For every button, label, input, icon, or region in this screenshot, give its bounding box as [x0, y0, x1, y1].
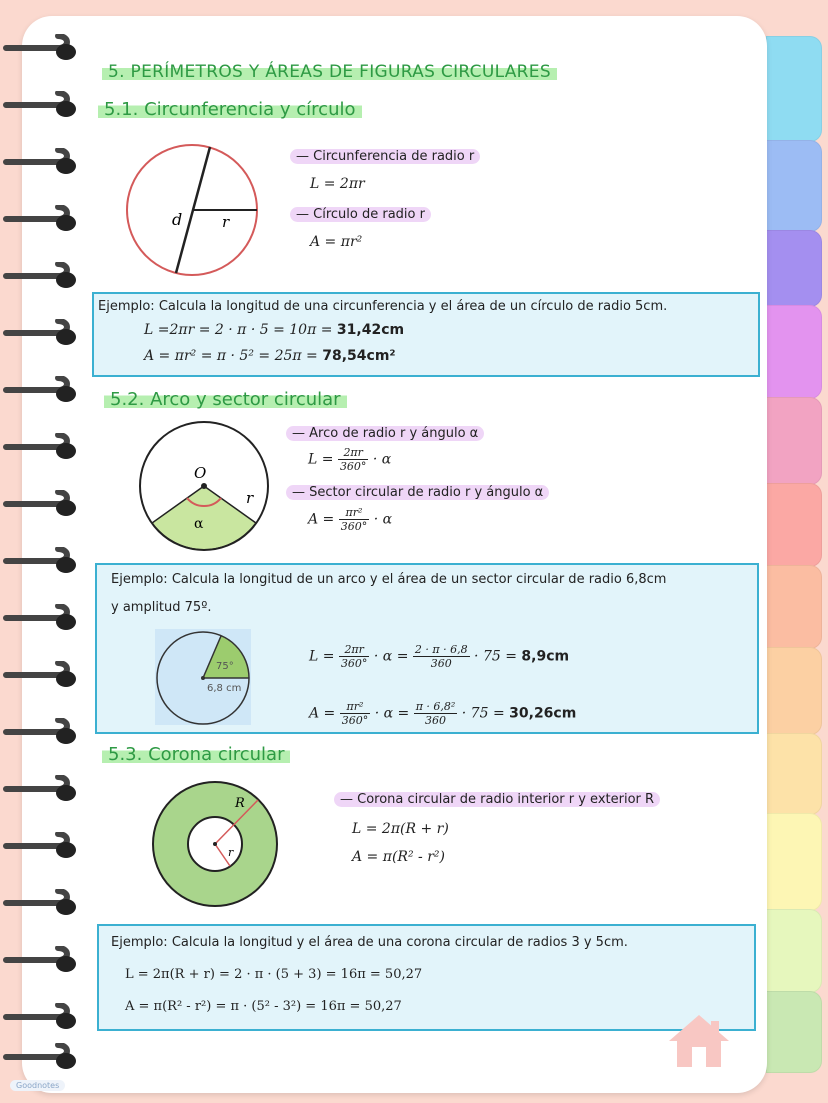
- sector-diagram: [132, 421, 282, 561]
- section3-item1: — Corona circular de radio interior r y exterior R: [334, 792, 660, 807]
- spiral-ring-icon: [0, 490, 80, 518]
- section2-item2: — Sector circular de radio r y ángulo α: [286, 485, 549, 500]
- annulus-area-formula: A = π(R² - r²): [352, 849, 445, 865]
- annulus-diagram: [150, 780, 285, 910]
- tab-1[interactable]: [766, 36, 822, 142]
- home-icon[interactable]: [665, 1011, 733, 1069]
- section1-heading: 5.1. Circunferencia y círculo: [98, 99, 362, 120]
- tab-10[interactable]: [766, 813, 822, 911]
- tab-5[interactable]: [766, 397, 822, 485]
- tab-7[interactable]: [766, 565, 822, 649]
- svg-text:r: r: [246, 489, 254, 507]
- notebook-page: [22, 16, 767, 1093]
- svg-text:R: R: [235, 796, 245, 811]
- spiral-ring-icon: [0, 718, 80, 746]
- example-box-1: [92, 292, 760, 377]
- example2-calc1: L = $\frac{2\pi r}{360^\circ}$ · α = $\frac{2 \cdot \pi \cdot 6,8}{360}$ · 75 = 8,9cm: [309, 643, 570, 670]
- example1-line1: L =2πr = 2 · π · 5 = 10π = 31,42cm: [144, 322, 405, 338]
- spiral-ring-icon: [0, 376, 80, 404]
- tab-6[interactable]: [766, 483, 822, 567]
- goodnotes-watermark: Goodnotes: [10, 1080, 65, 1091]
- tab-9[interactable]: [766, 733, 822, 815]
- spiral-ring-icon: [0, 547, 80, 575]
- svg-text:O: O: [194, 464, 207, 482]
- example3-line2: A = π(R² - r²) = π · (5² - 3²) = 16π = 50,27: [125, 999, 402, 1014]
- svg-text:d: d: [172, 210, 183, 229]
- page-title: 5. PERÍMETROS Y ÁREAS DE FIGURAS CIRCULARES: [102, 62, 557, 82]
- example1-line2: A = πr² = π · 5² = 25π = 78,54cm²: [144, 348, 396, 364]
- example-box-2: [95, 563, 759, 734]
- example3-line1: L = 2π(R + r) = 2 · π · (5 + 3) = 16π = 50,27: [125, 967, 423, 982]
- example3-text: Ejemplo: Calcula la longitud y el área de una corona circular de radios 3 y 5cm.: [111, 935, 628, 950]
- circle-area-formula: A = πr²: [310, 234, 363, 250]
- section2-heading: 5.2. Arco y sector circular: [104, 389, 347, 410]
- spiral-ring-icon: [0, 889, 80, 917]
- annulus-length-formula: L = 2π(R + r): [352, 821, 449, 837]
- tab-8[interactable]: [766, 647, 822, 735]
- example1-text: Ejemplo: Calcula la longitud de una circunferencia y el área de un círculo de radio 5cm.: [98, 299, 668, 314]
- spiral-ring-icon: [0, 148, 80, 176]
- arc-formula: L = $\frac{2\pi r}{360^\circ}$ · α: [308, 446, 392, 473]
- spiral-ring-icon: [0, 661, 80, 689]
- spiral-ring-icon: [0, 319, 80, 347]
- example2-line1: Ejemplo: Calcula la longitud de un arco y el área de un sector circular de radio 6,8cm: [111, 572, 667, 587]
- spiral-ring-icon: [0, 34, 80, 62]
- spiral-ring-icon: [0, 91, 80, 119]
- example2-calc2: A = $\frac{\text{πr²}}{360^\circ}$ · α = $\frac{\text{π · 6,8²}}{360}$ · 75 = 30,26cm: [309, 700, 577, 727]
- spiral-ring-icon: [0, 946, 80, 974]
- svg-text:α: α: [194, 516, 204, 532]
- svg-text:r: r: [222, 213, 230, 231]
- circle-diameter-diagram: [122, 141, 272, 281]
- circumference-formula: L = 2πr: [310, 176, 365, 192]
- tab-3[interactable]: [766, 230, 822, 307]
- spiral-ring-icon: [0, 775, 80, 803]
- spiral-ring-icon: [0, 262, 80, 290]
- sector-formula: A = $\frac{\text{πr²}}{360^\circ}$ · α: [308, 506, 393, 533]
- svg-text:r: r: [228, 846, 234, 859]
- sector-example-diagram: [155, 629, 251, 725]
- spiral-ring-icon: [0, 832, 80, 860]
- example-box-3: [97, 924, 756, 1031]
- tab-2[interactable]: [766, 140, 822, 232]
- spiral-ring-icon: [0, 205, 80, 233]
- spiral-ring-icon: [0, 604, 80, 632]
- tab-12[interactable]: [766, 991, 822, 1073]
- tab-4[interactable]: [766, 305, 822, 399]
- spiral-ring-icon: [0, 1003, 80, 1031]
- section3-heading: 5.3. Corona circular: [102, 744, 290, 765]
- section1-item2: — Círculo de radio r: [290, 207, 431, 222]
- spiral-ring-icon: [0, 433, 80, 461]
- section2-item1: — Arco de radio r y ángulo α: [286, 426, 484, 441]
- section1-item1: — Circunferencia de radio r: [290, 149, 480, 164]
- svg-text:6,8 cm: 6,8 cm: [207, 683, 242, 694]
- tab-11[interactable]: [766, 909, 822, 993]
- example2-line2: y amplitud 75º.: [111, 600, 212, 615]
- svg-text:75°: 75°: [216, 661, 234, 672]
- spiral-ring-icon: [0, 1043, 80, 1071]
